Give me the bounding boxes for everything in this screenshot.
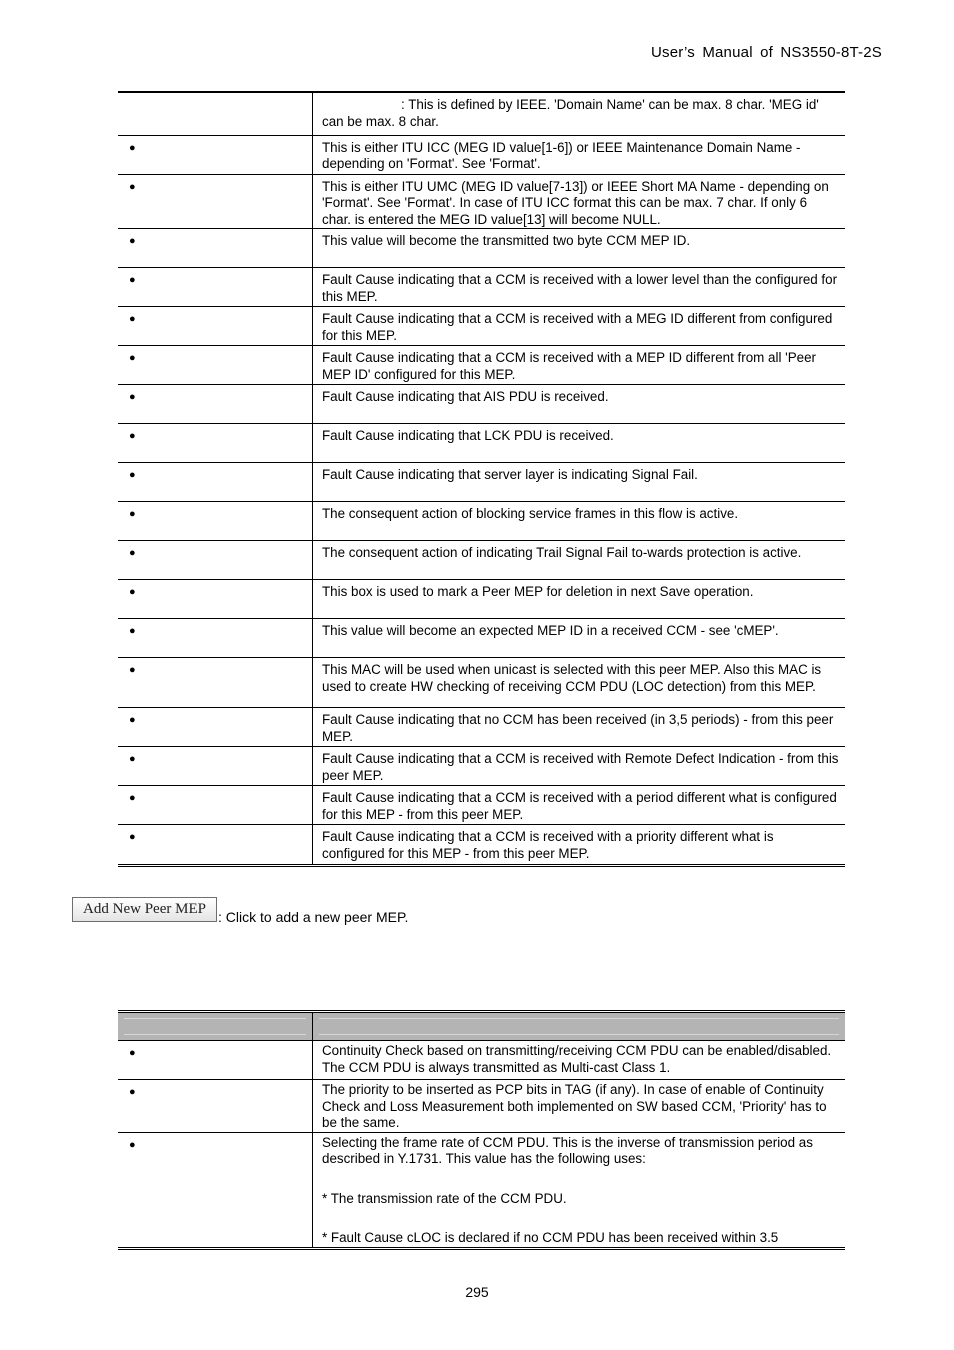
- object-cell: [118, 424, 313, 463]
- bullet-icon: ●: [129, 1047, 136, 1059]
- description-line: The priority to be inserted as PCP bits in TAG (if any). In case of enable of Continuity Check and Loss Measurement both implemented on SW based CCM, 'Priority' has to be the same.: [322, 1082, 827, 1130]
- table-row: [118, 135, 845, 174]
- table-row: [118, 229, 845, 268]
- description-line: Continuity Check based on transmitting/receiving CCM PDU can be enabled/disabled. The CCM PDU is always transmitted as Multi-cast Class 1.: [322, 1043, 832, 1075]
- description-cell: Fault Cause indicating that no CCM has been received (in 3,5 periods) - from this peer MEP.: [313, 708, 846, 747]
- object-cell: [118, 385, 313, 424]
- table-row: [118, 580, 845, 619]
- object-cell: [118, 1132, 313, 1248]
- object-cell: [118, 708, 313, 747]
- description-cell: [313, 1080, 846, 1133]
- bullet-icon: ●: [129, 313, 136, 325]
- description-cell: Fault Cause indicating that a CCM is received with a MEG ID different from configured for this MEP.: [313, 307, 846, 346]
- description-cell: Fault Cause indicating that a CCM is received with a lower level than the configured for this MEP.: [313, 268, 846, 307]
- bullet-icon: ●: [129, 391, 136, 403]
- object-cell: [118, 541, 313, 580]
- table-row: [118, 619, 845, 658]
- object-cell: [118, 229, 313, 268]
- object-cell: [118, 307, 313, 346]
- table-row: [118, 174, 845, 229]
- description-cell: [313, 1132, 846, 1248]
- bullet-icon: ●: [129, 180, 136, 193]
- bullet-icon: ●: [129, 664, 136, 676]
- description-cell: The consequent action of blocking service frames in this flow is active.: [313, 502, 846, 541]
- object-cell: [118, 619, 313, 658]
- table-header-row: [118, 1012, 845, 1041]
- bullet-icon: ●: [129, 625, 136, 637]
- add-new-peer-mep-button[interactable]: Add New Peer MEP: [72, 897, 217, 922]
- description-cell: This is either ITU UMC (MEG ID value[7-13]) or IEEE Short MA Name - depending on 'Format'. See 'Format'. In case of ITU ICC format this can be max. 7 char. If only 6 char. is entered the MEG ID value[13] will become NULL.: [313, 174, 846, 229]
- table-row: [118, 747, 845, 786]
- bullet-icon: ●: [129, 714, 136, 726]
- table-row: [118, 1080, 845, 1133]
- description-cell: Fault Cause indicating that a CCM is received with Remote Defect Indication - from this peer MEP.: [313, 747, 846, 786]
- object-cell: [118, 463, 313, 502]
- object-cell: [118, 268, 313, 307]
- description-cell: Fault Cause indicating that a CCM is received with a MEP ID different from all 'Peer MEP ID' configured for this MEP.: [313, 346, 846, 385]
- bullet-icon: ●: [129, 831, 136, 843]
- object-cell: [118, 502, 313, 541]
- table-row: [118, 385, 845, 424]
- table-row: [118, 658, 845, 708]
- object-cell: [118, 1041, 313, 1080]
- description-line: * The transmission rate of the CCM PDU.: [322, 1190, 567, 1206]
- object-cell: [118, 786, 313, 825]
- table-row: [118, 268, 845, 307]
- bullet-icon: ●: [129, 469, 136, 481]
- bullet-icon: ●: [129, 141, 136, 154]
- table-row: [118, 424, 845, 463]
- description-cell: This MAC will be used when unicast is selected with this peer MEP. Also this MAC is used to create HW checking of receiving CCM PDU (LOC detection) from this MEP.: [313, 658, 846, 708]
- description-cell: This value will become the transmitted two byte CCM MEP ID.: [313, 229, 846, 268]
- table-row: [118, 541, 845, 580]
- table-row: [118, 786, 845, 825]
- table-row: [118, 825, 845, 866]
- table-row: [118, 1132, 845, 1248]
- bullet-icon: ●: [129, 352, 136, 364]
- description-cell: Fault Cause indicating that AIS PDU is received.: [313, 385, 846, 424]
- table-row: [118, 463, 845, 502]
- bullet-icon: ●: [129, 547, 136, 559]
- description-cell: [313, 1041, 846, 1080]
- bullet-icon: ●: [129, 792, 136, 804]
- description-line: * Fault Cause cLOC is declared if no CCM PDU has been received within 3.5: [322, 1230, 779, 1245]
- description-cell: This is either ITU ICC (MEG ID value[1-6]) or IEEE Maintenance Domain Name - depending on 'Format'. See 'Format'.: [313, 135, 846, 174]
- bullet-icon: ●: [129, 1138, 136, 1151]
- object-cell: [118, 580, 313, 619]
- description-cell: : This is defined by IEEE. 'Domain Name' can be max. 8 char. 'MEG id' can be max. 8 char.: [313, 92, 846, 135]
- bullet-icon: ●: [129, 235, 136, 247]
- description-cell: This box is used to mark a Peer MEP for deletion in next Save operation.: [313, 580, 846, 619]
- table-row: [118, 307, 845, 346]
- description-cell: Fault Cause indicating that server layer is indicating Signal Fail.: [313, 463, 846, 502]
- header-cell-object: [118, 1012, 313, 1041]
- object-cell: [118, 658, 313, 708]
- description-line: Selecting the frame rate of CCM PDU. This is the inverse of transmission period as described in Y.1731. This value has the following uses:: [322, 1134, 813, 1166]
- page-number: 295: [465, 1284, 489, 1300]
- object-cell: [118, 747, 313, 786]
- table-row: [118, 1041, 845, 1080]
- add-button-description: : Click to add a new peer MEP.: [218, 909, 409, 925]
- object-cell: [118, 92, 313, 135]
- table-row: [118, 502, 845, 541]
- bullet-icon: ●: [129, 1086, 136, 1098]
- table-row: [118, 346, 845, 385]
- table-row: [118, 92, 845, 135]
- description-cell: Fault Cause indicating that a CCM is received with a period different what is configured for this MEP - from this peer MEP.: [313, 786, 846, 825]
- header-cell-description: [313, 1012, 846, 1041]
- description-cell: Fault Cause indicating that LCK PDU is received.: [313, 424, 846, 463]
- bullet-icon: ●: [129, 753, 136, 765]
- description-cell: This value will become an expected MEP ID in a received CCM - see 'cMEP'.: [313, 619, 846, 658]
- bullet-icon: ●: [129, 274, 136, 286]
- bullet-icon: ●: [129, 508, 136, 520]
- description-cell: The consequent action of indicating Trail Signal Fail to-wards protection is active.: [313, 541, 846, 580]
- object-cell: [118, 174, 313, 229]
- continuity-check-table: [118, 1010, 845, 1250]
- object-cell: [118, 346, 313, 385]
- description-cell: Fault Cause indicating that a CCM is received with a priority different what is configured for this MEP - from this peer MEP.: [313, 825, 846, 866]
- bullet-icon: ●: [129, 430, 136, 442]
- object-cell: [118, 1080, 313, 1133]
- mep-description-table: [118, 91, 845, 867]
- bullet-icon: ●: [129, 586, 136, 598]
- page-header: User’s Manual of NS3550-8T-2S: [650, 44, 882, 61]
- table-row: [118, 708, 845, 747]
- object-cell: [118, 135, 313, 174]
- object-cell: [118, 825, 313, 866]
